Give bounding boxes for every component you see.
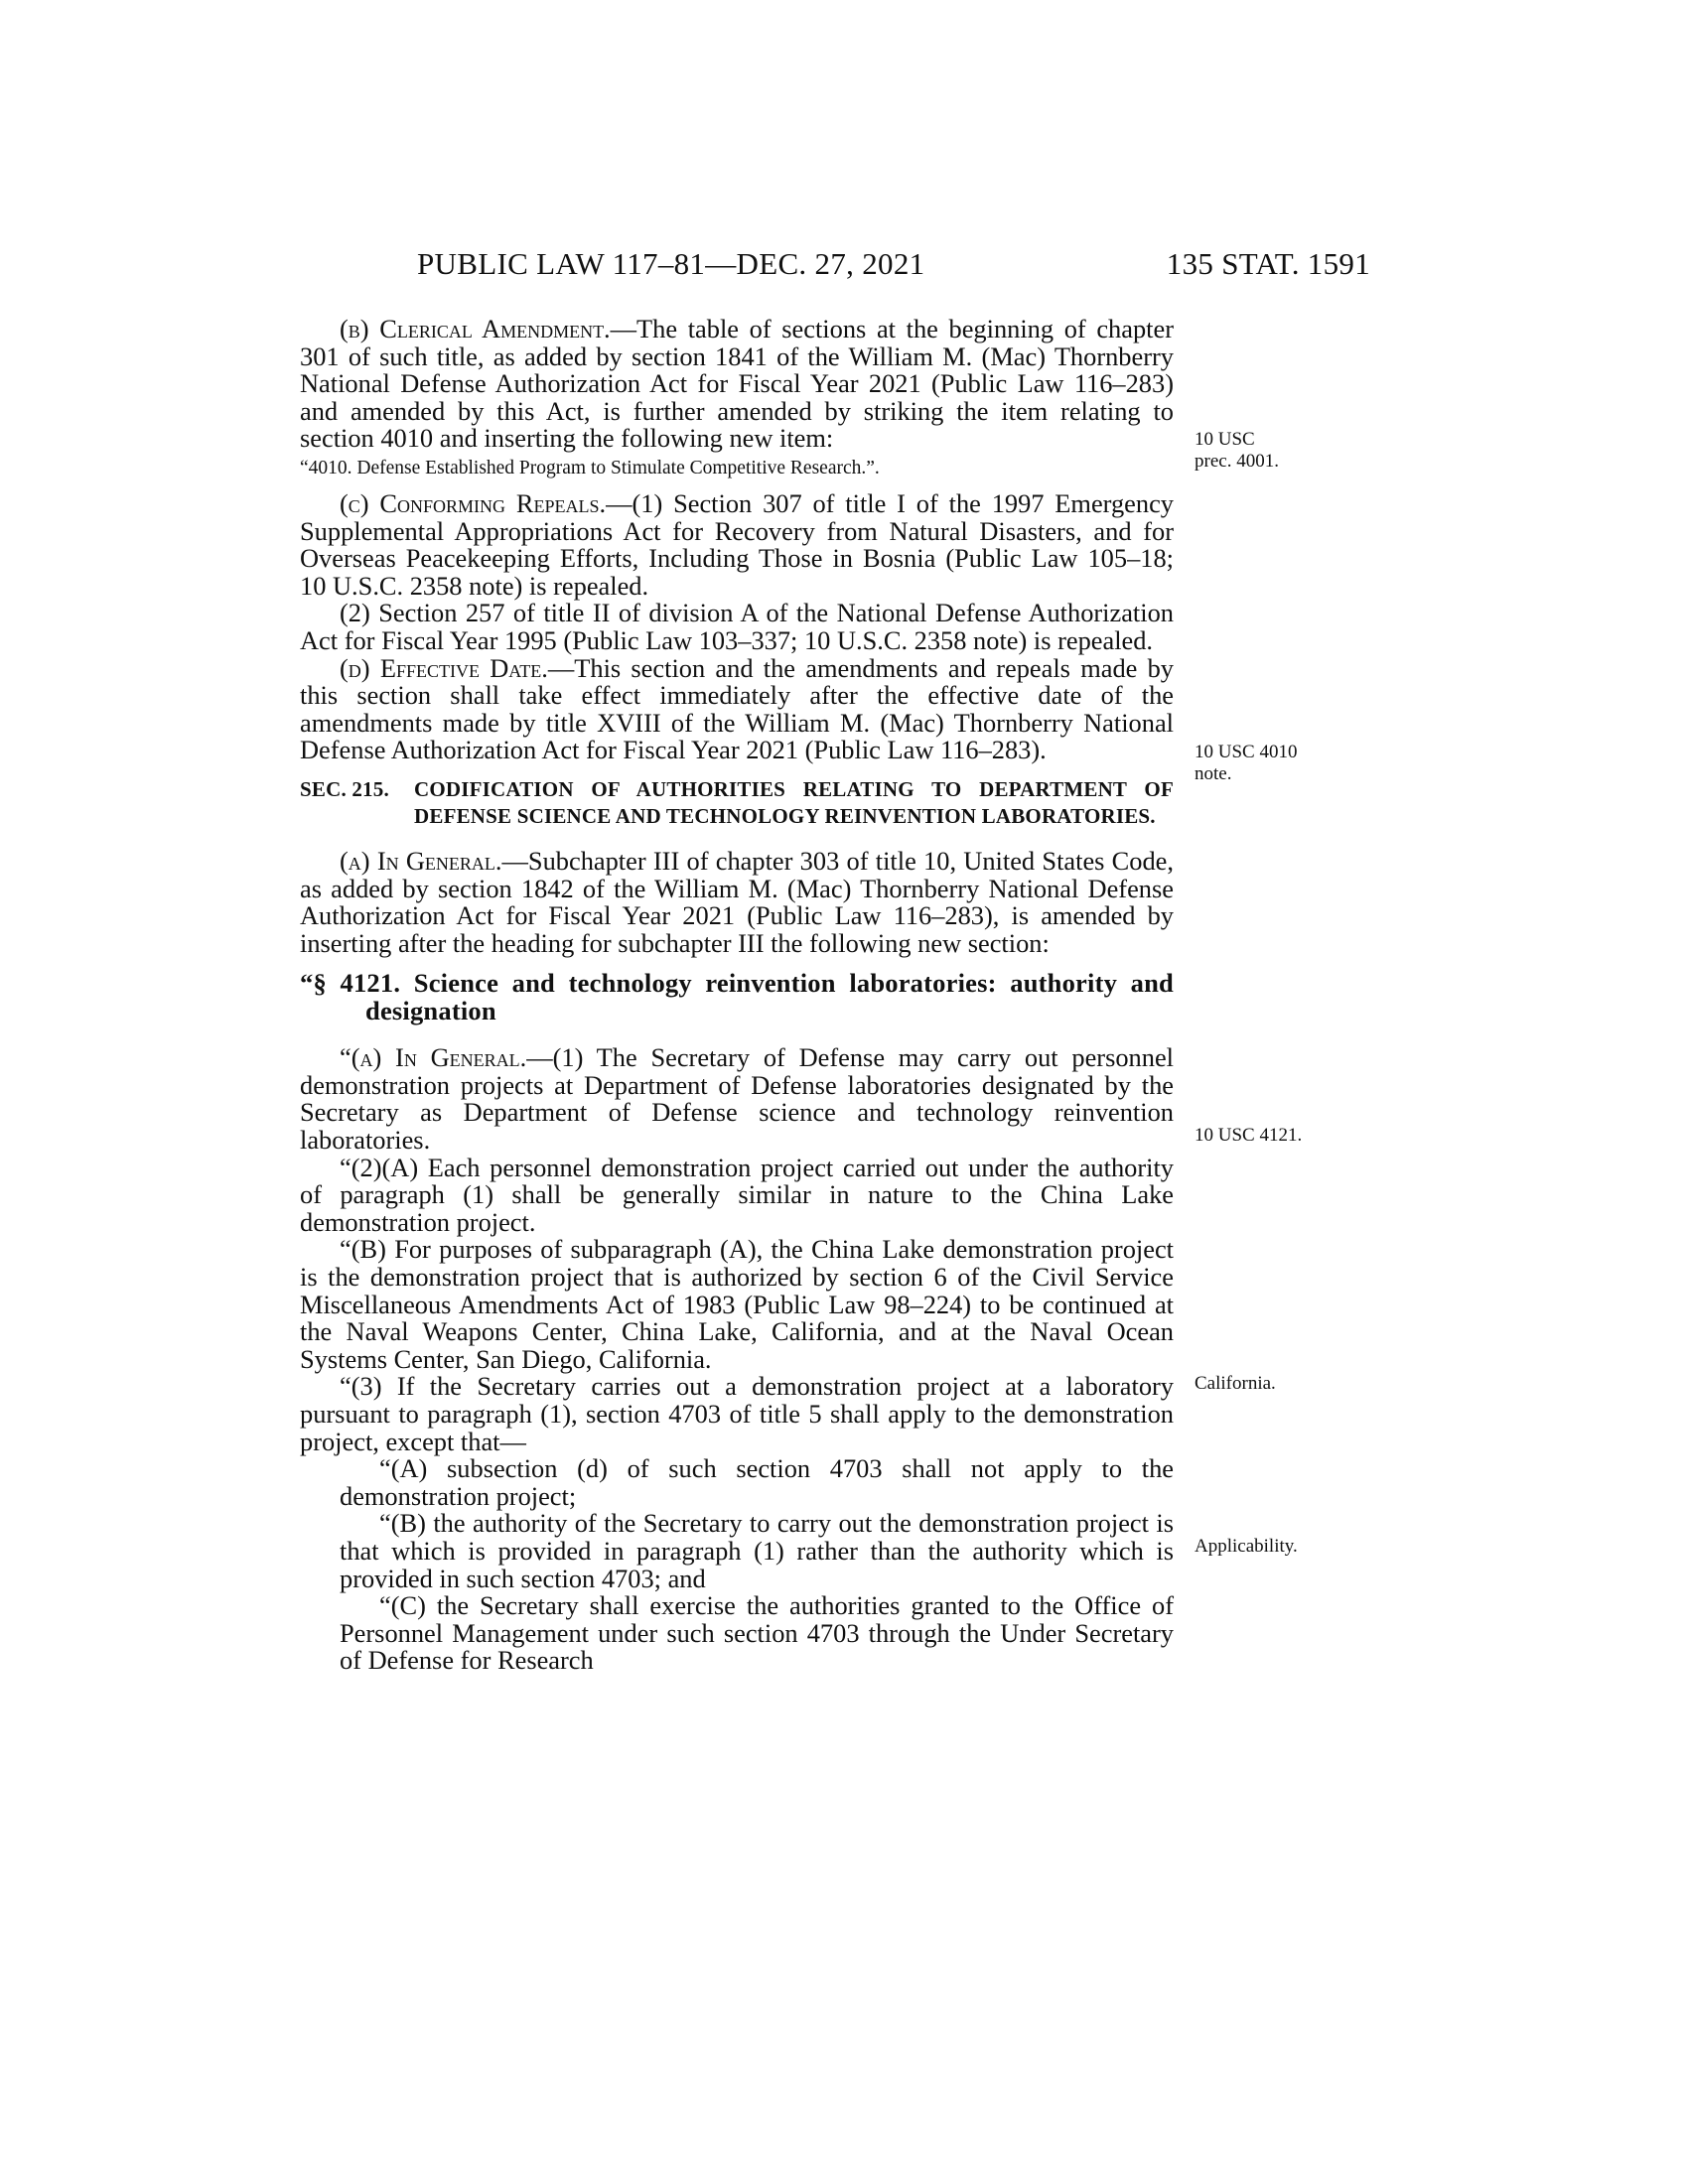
subparagraph-group — [300, 1455, 1174, 1675]
margin-note-california: California. — [1195, 1373, 1276, 1394]
page-header — [417, 246, 1370, 286]
section-4121-heading: “§ 4121. Science and technology reinvention laboratories: authority and designation — [300, 968, 1174, 1026]
paragraph-d — [300, 652, 1174, 765]
margin-note-usc-4010-note — [1195, 742, 1297, 785]
margin-note-2-line-1: 10 USC 4010 — [1195, 742, 1298, 762]
public-law-title: PUBLIC LAW 117–81—DEC. 27, 2021 — [417, 246, 925, 281]
new-section-a — [300, 1044, 1174, 1154]
document-body — [300, 316, 1174, 1675]
statute-page-number: 135 STAT. 1591 — [1166, 246, 1370, 281]
margin-note-usc-prec-4001 — [1195, 429, 1279, 473]
margin-note-1-line-1: 10 USC — [1195, 429, 1255, 450]
paragraph-a — [300, 845, 1174, 958]
new-section-2B: “(B) For purposes of subparagraph (A), the China Lake demonstration project is the demonstration project that is authorized by section 6 of the Civil Service Miscellaneous Amendments Act of 1983 (Public Law 98–224) to be continued at the Naval Weapons Center, China Lake, California, and at the Naval Ocean Systems Center, San Diego, California. — [300, 1234, 1174, 1374]
new-section-3C: “(C) the Secretary shall exercise the authorities granted to the Office of Personnel Management under such section 4703 through the Under Secretary of Defense for Research — [340, 1590, 1174, 1676]
table-of-sections-item: “4010. Defense Established Program to Stimulate Competitive Research.”. — [300, 457, 880, 478]
section-215-title: CODIFICATION OF AUTHORITIES RELATING TO DEPARTMENT OF DEFENSE SCIENCE AND TECHNOLOGY REINVENTION LABORATORIES. — [414, 776, 1174, 828]
paragraph-a-label: (a) In General. — [340, 845, 502, 876]
new-section-2A: “(2)(A) Each personnel demonstration project carried out under the authority of paragraph (1) shall be generally similar in nature to the China Lake demonstration project. — [300, 1152, 1174, 1237]
paragraph-b-text: —The table of sections at the beginning of chapter 301 of such title, as added by section 1841 of the William M. (Mac) Thornberry National Defense Authorization Act for Fiscal Year 2021 (Public Law 116–283) and amended by this Act, is further amended by striking the item relating to section 4010 and inserting the following new item: — [300, 314, 1174, 454]
new-section-3: “(3) If the Secretary carries out a demonstration project at a laboratory pursuant to paragraph (1), section 4703 of title 5 shall apply to the demonstration project, except that— — [300, 1371, 1174, 1456]
paragraph-a-text: —Subchapter III of chapter 303 of title 10, United States Code, as added by section 1842 of the William M. (Mac) Thornberry National Defense Authorization Act for Fiscal Year 2021 (Public Law 116–283), is amended by inserting after the heading for subchapter III the following new section: — [300, 845, 1174, 958]
section-215-number: SEC. 215. — [300, 776, 389, 801]
paragraph-c2: (2) Section 257 of title II of division A of the National Defense Authorization Act for Fiscal Year 1995 (Public Law 103–337; 10 U.S.C. 2358 note) is repealed. — [300, 598, 1174, 655]
paragraph-b — [300, 316, 1174, 453]
paragraph-b-label: (b) Clerical Amendment. — [340, 314, 611, 343]
new-section-3B: “(B) the authority of the Secretary to carry out the demonstration project is that which is provided in paragraph (1) rather than the authority which is provided in such section 4703; and — [340, 1508, 1174, 1593]
paragraph-c-text: —(1) Section 307 of title I of the 1997 Emergency Supplemental Appropriations Act for Recovery from Natural Disasters, and for Overseas Peacekeeping Efforts, Including Those in Bosnia (Public Law 105–18; 10 U.S.C. 2358 note) is repealed. — [300, 487, 1174, 601]
margin-note-usc-4121: 10 USC 4121. — [1195, 1125, 1303, 1146]
paragraph-d-label: (d) Effective Date. — [340, 652, 548, 683]
new-section-a-label: “(a) In General. — [340, 1042, 527, 1073]
margin-note-applicability: Applicability. — [1195, 1536, 1298, 1557]
margin-note-2-line-2: note. — [1195, 763, 1232, 784]
paragraph-c-label: (c) Conforming Repeals. — [340, 487, 607, 518]
margin-note-1-line-2: prec. 4001. — [1195, 451, 1279, 472]
new-section-a-text: —(1) The Secretary of Defense may carry out personnel demonstration projects at Department of Defense laboratories designated by the Secretary as Department of Defense science and technology reinvention laboratories. — [300, 1042, 1174, 1156]
new-section-3A: “(A) subsection (d) of such section 4703 shall not apply to the demonstration project; — [340, 1453, 1174, 1511]
paragraph-c — [300, 487, 1174, 601]
paragraph-d-text: —This section and the amendments and repeals made by this section shall take effect immediately after the effective date of the amendments made by title XVIII of the William M. (Mac) Thornberry National Defense Authorization Act for Fiscal Year 2021 (Public Law 116–283). — [300, 652, 1174, 765]
section-215-heading — [300, 776, 1174, 830]
